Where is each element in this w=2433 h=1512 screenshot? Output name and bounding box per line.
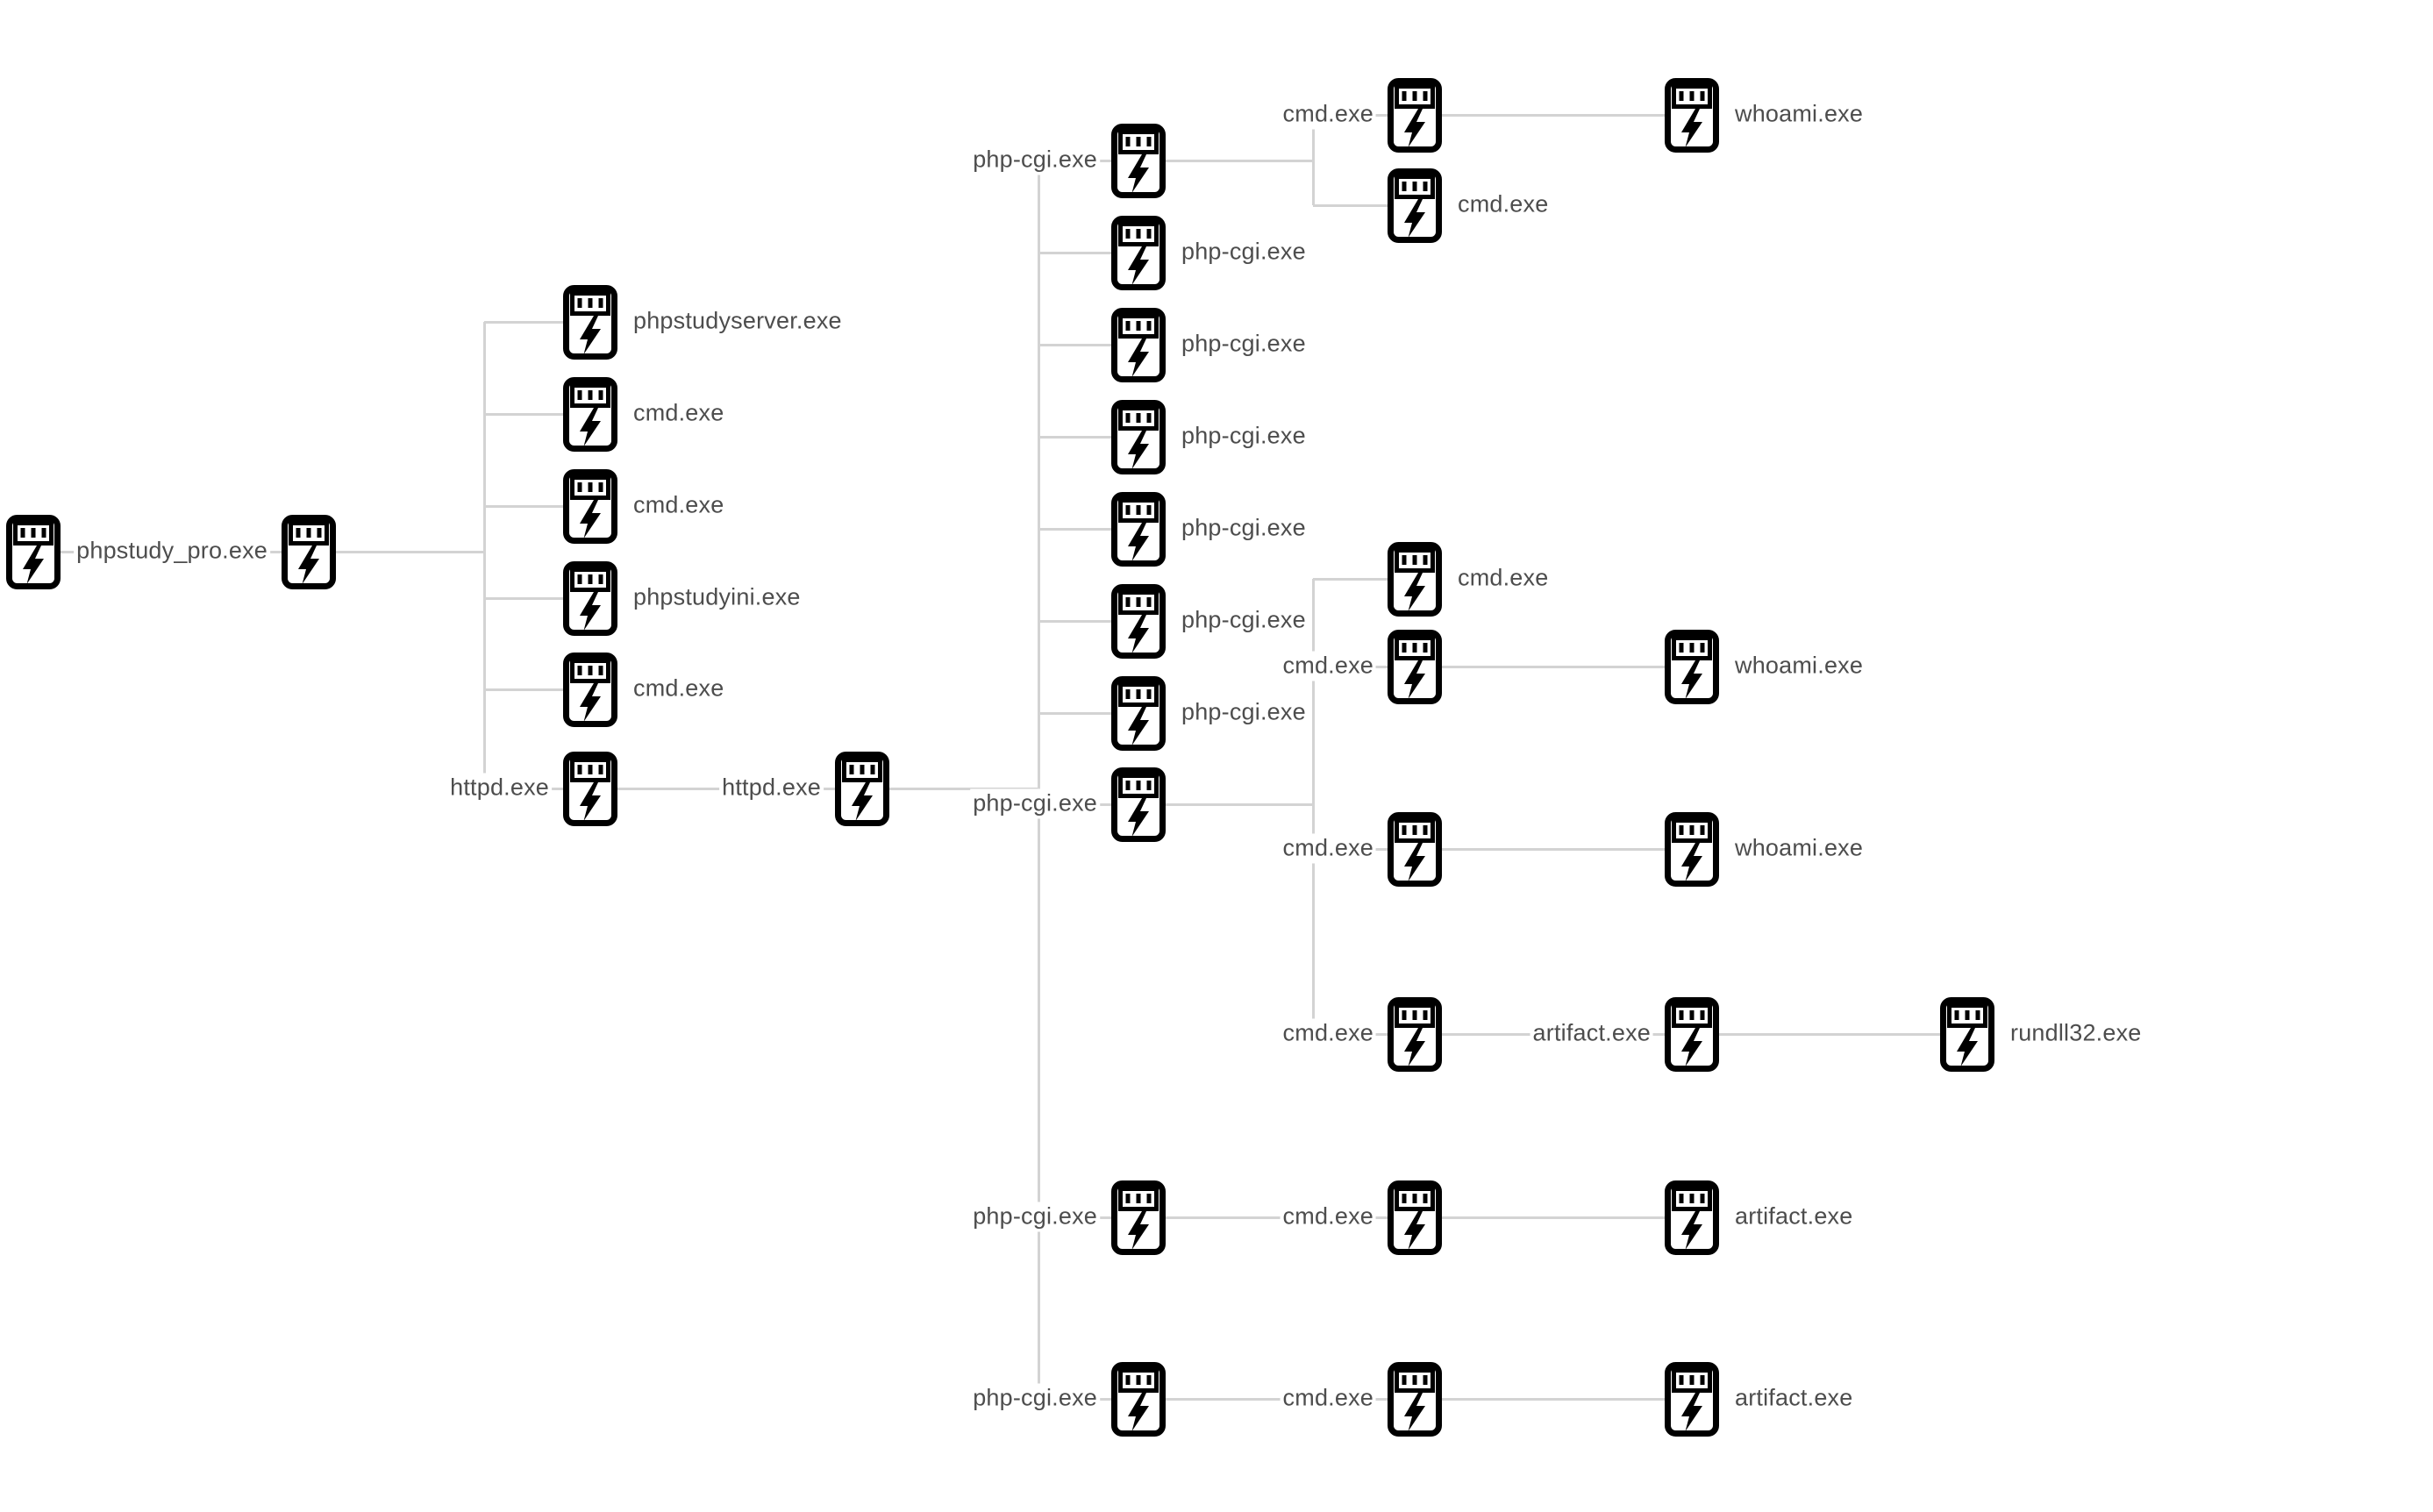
process-node-phpstudy_pro.exe[interactable] [282,515,336,589]
process-window-bolt-icon [1665,812,1719,887]
process-node-artifact.exe[interactable] [1665,997,1719,1072]
tree-edge [1442,1216,1665,1219]
process-node-php-cgi.exe[interactable] [1111,676,1166,751]
process-window-bolt-icon [6,515,61,589]
process-window-bolt-icon [1388,1180,1442,1255]
tree-edge [1312,579,1315,1034]
tree-edge [484,321,563,324]
tree-edge [336,551,484,553]
tree-edge [484,597,563,600]
process-node-php-cgi.exe[interactable] [1111,400,1166,474]
process-node-cmd.exe[interactable] [1388,1362,1442,1437]
process-window-bolt-icon [1111,767,1166,842]
tree-edge [1038,620,1111,623]
process-node-cmd.exe[interactable] [563,377,617,452]
process-window-bolt-icon [1665,1180,1719,1255]
process-node-php-cgi.exe[interactable] [1111,1180,1166,1255]
tree-edge [1038,252,1111,254]
process-window-bolt-icon [1388,168,1442,243]
process-label: cmd.exe [1281,1383,1376,1413]
process-label: artifact.exe [1732,1202,1855,1231]
process-node-php-cgi.exe[interactable] [1111,216,1166,290]
process-label: phpstudy_pro.exe [74,536,270,566]
process-node-phpstudyini.exe[interactable] [563,561,617,636]
tree-edge [1038,436,1111,439]
process-node-rundll32.exe[interactable] [1940,997,1994,1072]
process-window-bolt-icon [563,752,617,826]
process-label: whoami.exe [1732,99,1866,129]
process-window-bolt-icon [282,515,336,589]
process-label: php-cgi.exe [970,788,1100,818]
process-node-php-cgi.exe[interactable] [1111,1362,1166,1437]
process-label: php-cgi.exe [1179,697,1309,727]
process-window-bolt-icon [835,752,889,826]
tree-edge [1313,578,1388,581]
process-label: artifact.exe [1732,1383,1855,1413]
process-label: php-cgi.exe [970,1383,1100,1413]
process-label: phpstudyserver.exe [631,306,845,336]
process-node-httpd.exe[interactable] [563,752,617,826]
process-label: php-cgi.exe [970,1202,1100,1231]
process-window-bolt-icon [1665,997,1719,1072]
process-node-cmd.exe[interactable] [1388,812,1442,887]
tree-edge [1313,204,1388,207]
process-node-whoami.exe[interactable] [1665,812,1719,887]
tree-edge [484,505,563,508]
process-label: php-cgi.exe [970,145,1100,175]
tree-edge [1442,666,1665,668]
tree-edge [1442,114,1665,117]
process-label: php-cgi.exe [1179,329,1309,359]
process-label: whoami.exe [1732,833,1866,863]
process-window-bolt-icon [563,377,617,452]
process-label: cmd.exe [1281,99,1376,129]
process-node-whoami.exe[interactable] [1665,630,1719,704]
process-node-php-cgi.exe[interactable] [1111,584,1166,659]
process-node-php-cgi.exe[interactable] [1111,767,1166,842]
process-node-cmd.exe[interactable] [1388,997,1442,1072]
process-window-bolt-icon [563,469,617,544]
tree-edge [1166,160,1313,162]
process-label: httpd.exe [719,773,824,802]
process-label: php-cgi.exe [1179,605,1309,635]
process-window-bolt-icon [1111,492,1166,567]
process-node-artifact.exe[interactable] [1665,1362,1719,1437]
process-label: cmd.exe [631,490,726,520]
process-node-php-cgi.exe[interactable] [1111,124,1166,198]
process-node-cmd.exe[interactable] [1388,1180,1442,1255]
tree-edge [1038,528,1111,531]
process-label: cmd.exe [1281,833,1376,863]
process-node-httpd.exe[interactable] [835,752,889,826]
process-window-bolt-icon [1388,997,1442,1072]
process-node-cmd.exe[interactable] [1388,78,1442,153]
process-node-artifact.exe[interactable] [1665,1180,1719,1255]
tree-edge [483,322,486,788]
process-window-bolt-icon [1665,78,1719,153]
process-label: cmd.exe [1455,189,1551,219]
tree-edge [1166,803,1313,806]
process-label: rundll32.exe [2008,1018,2144,1048]
process-label: whoami.exe [1732,651,1866,681]
process-label: cmd.exe [1281,1202,1376,1231]
process-window-bolt-icon [1665,1362,1719,1437]
process-window-bolt-icon [1111,216,1166,290]
process-window-bolt-icon [1388,542,1442,617]
process-window-bolt-icon [1388,78,1442,153]
tree-edge [1719,1033,1940,1036]
process-label: cmd.exe [1281,1018,1376,1048]
process-label: cmd.exe [631,674,726,703]
tree-edge [1442,848,1665,851]
process-label: php-cgi.exe [1179,237,1309,267]
process-label: cmd.exe [1455,563,1551,593]
process-node-cmd.exe[interactable] [563,653,617,727]
process-window-bolt-icon [1111,676,1166,751]
process-label: cmd.exe [1281,651,1376,681]
process-window-bolt-icon [1111,1362,1166,1437]
tree-edge [484,413,563,416]
process-node-cmd.exe[interactable] [1388,542,1442,617]
process-node-php-cgi.exe[interactable] [1111,492,1166,567]
process-label: phpstudyini.exe [631,582,803,612]
tree-edge [484,688,563,691]
process-window-bolt-icon [563,653,617,727]
process-node-php-cgi.exe[interactable] [1111,308,1166,382]
tree-edge [1038,344,1111,346]
process-node-cmd.exe[interactable] [563,469,617,544]
process-node-whoami.exe[interactable] [1665,78,1719,153]
process-window-bolt-icon [1388,630,1442,704]
process-window-bolt-icon [1388,812,1442,887]
process-label: php-cgi.exe [1179,513,1309,543]
process-window-bolt-icon [1111,308,1166,382]
process-window-bolt-icon [1388,1362,1442,1437]
process-node-cmd.exe[interactable] [1388,630,1442,704]
tree-edge [1442,1398,1665,1401]
process-window-bolt-icon [1111,584,1166,659]
process-window-bolt-icon [563,561,617,636]
process-node-root[interactable] [6,515,61,589]
process-window-bolt-icon [1111,400,1166,474]
process-node-cmd.exe[interactable] [1388,168,1442,243]
process-label: artifact.exe [1530,1018,1653,1048]
process-window-bolt-icon [1111,124,1166,198]
process-node-phpstudyserver.exe[interactable] [563,285,617,360]
process-label: php-cgi.exe [1179,421,1309,451]
tree-edge [1038,712,1111,715]
process-window-bolt-icon [563,285,617,360]
process-label: cmd.exe [631,398,726,428]
process-window-bolt-icon [1111,1180,1166,1255]
process-label: httpd.exe [447,773,552,802]
process-window-bolt-icon [1665,630,1719,704]
process-window-bolt-icon [1940,997,1994,1072]
